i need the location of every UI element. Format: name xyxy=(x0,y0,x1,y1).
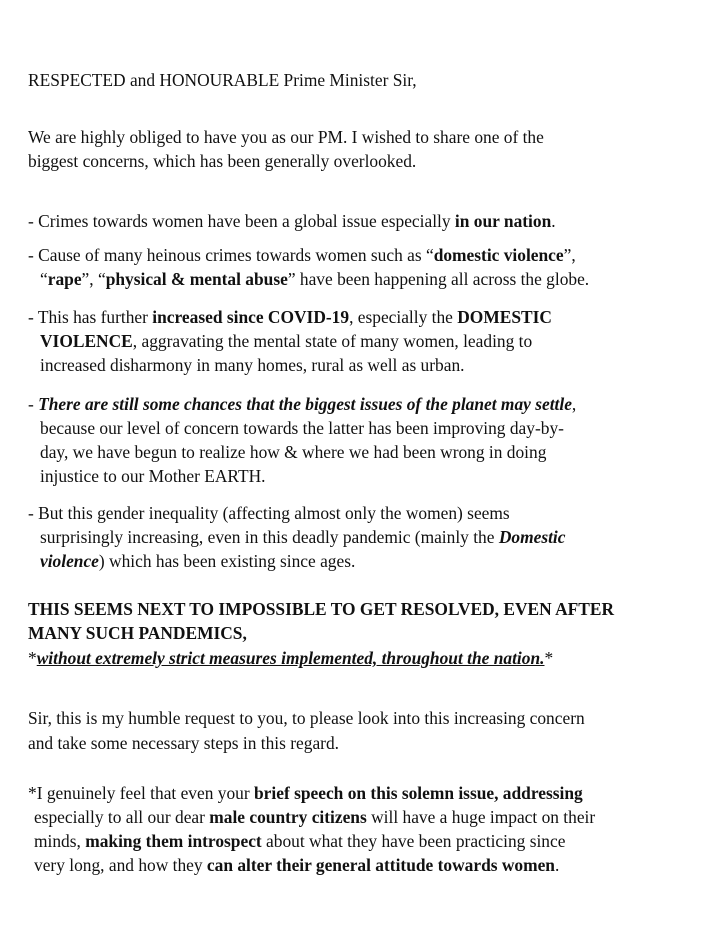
emphasis-asterisk-close: * xyxy=(544,648,554,668)
point-2-end: ” have been happening all across the globe. xyxy=(287,269,590,289)
point-1 xyxy=(28,210,556,232)
point-1-text: - Crimes towards women have been a global issue especially xyxy=(28,211,455,231)
point-1-end: . xyxy=(551,211,556,231)
point-2-line-1 xyxy=(28,244,576,266)
point-2-punct: ”, xyxy=(563,245,576,265)
closing-text-1: *I genuinely feel that even your xyxy=(28,783,254,803)
point-4-comma: , xyxy=(571,394,577,414)
point-5-text: surprisingly increasing, even in this deadly pandemic (mainly the xyxy=(40,527,499,547)
point-3-line-2 xyxy=(40,330,532,352)
closing-text-5: about what they have been practicing since xyxy=(261,831,566,851)
point-4-line-1 xyxy=(28,393,576,415)
point-5-bold-violence: violence xyxy=(40,551,99,571)
closing-line-4 xyxy=(34,854,559,876)
closing-text-2: especially to all our dear xyxy=(34,807,210,827)
point-3-bold-domestic: DOMESTIC xyxy=(457,307,552,327)
point-5-bold-domestic: Domestic xyxy=(498,527,566,547)
closing-bold-2: male country citizens xyxy=(209,807,367,827)
intro-line-2: biggest concerns, which has been generally overlooked. xyxy=(28,151,417,171)
point-3-text: - This has further xyxy=(28,307,153,327)
point-2-line-2 xyxy=(40,268,589,290)
closing-line-2 xyxy=(34,806,595,828)
closing-text-3: will have a huge impact on their xyxy=(366,807,596,827)
closing-bold-1: brief speech on this solemn issue, addressing xyxy=(254,783,583,803)
closing-bold-4: can alter their general attitude towards women xyxy=(206,855,555,875)
closing-text-7: . xyxy=(554,855,560,875)
point-2-quote-mid: ”, “ xyxy=(81,269,106,289)
emphasis-line-3 xyxy=(28,647,553,669)
point-2-bold-rape: rape xyxy=(47,269,82,289)
salutation: RESPECTED and HONOURABLE Prime Minister Sir, xyxy=(28,70,417,90)
point-5-line-3 xyxy=(40,550,355,572)
point-2-bold-abuse: physical & mental abuse xyxy=(105,269,288,289)
point-3-rest: , aggravating the mental state of many women, leading to xyxy=(132,331,533,351)
point-5-line-2 xyxy=(40,526,565,548)
point-3-bold-violence: VIOLENCE xyxy=(40,331,133,351)
emphasis-line-2: MANY SUCH PANDEMICS, xyxy=(28,623,247,643)
point-4-bold-italic: There are still some chances that the biggest issues of the planet may settle xyxy=(38,394,572,414)
closing-text-6: very long, and how they xyxy=(34,855,207,875)
request-line-1: Sir, this is my humble request to you, to please look into this increasing concern xyxy=(28,708,585,728)
closing-line-3 xyxy=(34,830,565,852)
point-4-line-2: because our level of concern towards the latter has been improving day-by- xyxy=(40,418,564,438)
point-2-bold-domestic-violence: domestic violence xyxy=(433,245,564,265)
point-2-text: - Cause of many heinous crimes towards women such as “ xyxy=(28,245,434,265)
point-4-line-3: day, we have begun to realize how & where we had been wrong in doing xyxy=(40,442,547,462)
intro-line-1: We are highly obliged to have you as our PM. I wished to share one of the xyxy=(28,127,544,147)
point-5-rest: ) which has been existing since ages. xyxy=(98,551,356,571)
point-4-dash: - xyxy=(28,394,39,414)
point-5-line-1: - But this gender inequality (affecting almost only the women) seems xyxy=(28,503,510,523)
point-3-bold-covid: increased since COVID-19 xyxy=(152,307,350,327)
point-2-quote-open: “ xyxy=(40,269,48,289)
closing-text-4: minds, xyxy=(34,831,86,851)
emphasis-underlined: without extremely strict measures implemented, throughout the nation. xyxy=(36,648,545,668)
emphasis-asterisk-open: * xyxy=(28,648,37,668)
request-line-2: and take some necessary steps in this regard. xyxy=(28,733,340,753)
closing-line-1 xyxy=(28,782,583,804)
emphasis-line-1: THIS SEEMS NEXT TO IMPOSSIBLE TO GET RESOLVED, EVEN AFTER xyxy=(28,599,615,619)
point-4-line-4: injustice to our Mother EARTH. xyxy=(40,466,266,486)
point-3-line-3: increased disharmony in many homes, rural as well as urban. xyxy=(40,355,465,375)
point-3-line-1 xyxy=(28,306,552,328)
closing-bold-3: making them introspect xyxy=(85,831,262,851)
point-3-mid: , especially the xyxy=(349,307,458,327)
point-1-bold: in our nation xyxy=(454,211,552,231)
